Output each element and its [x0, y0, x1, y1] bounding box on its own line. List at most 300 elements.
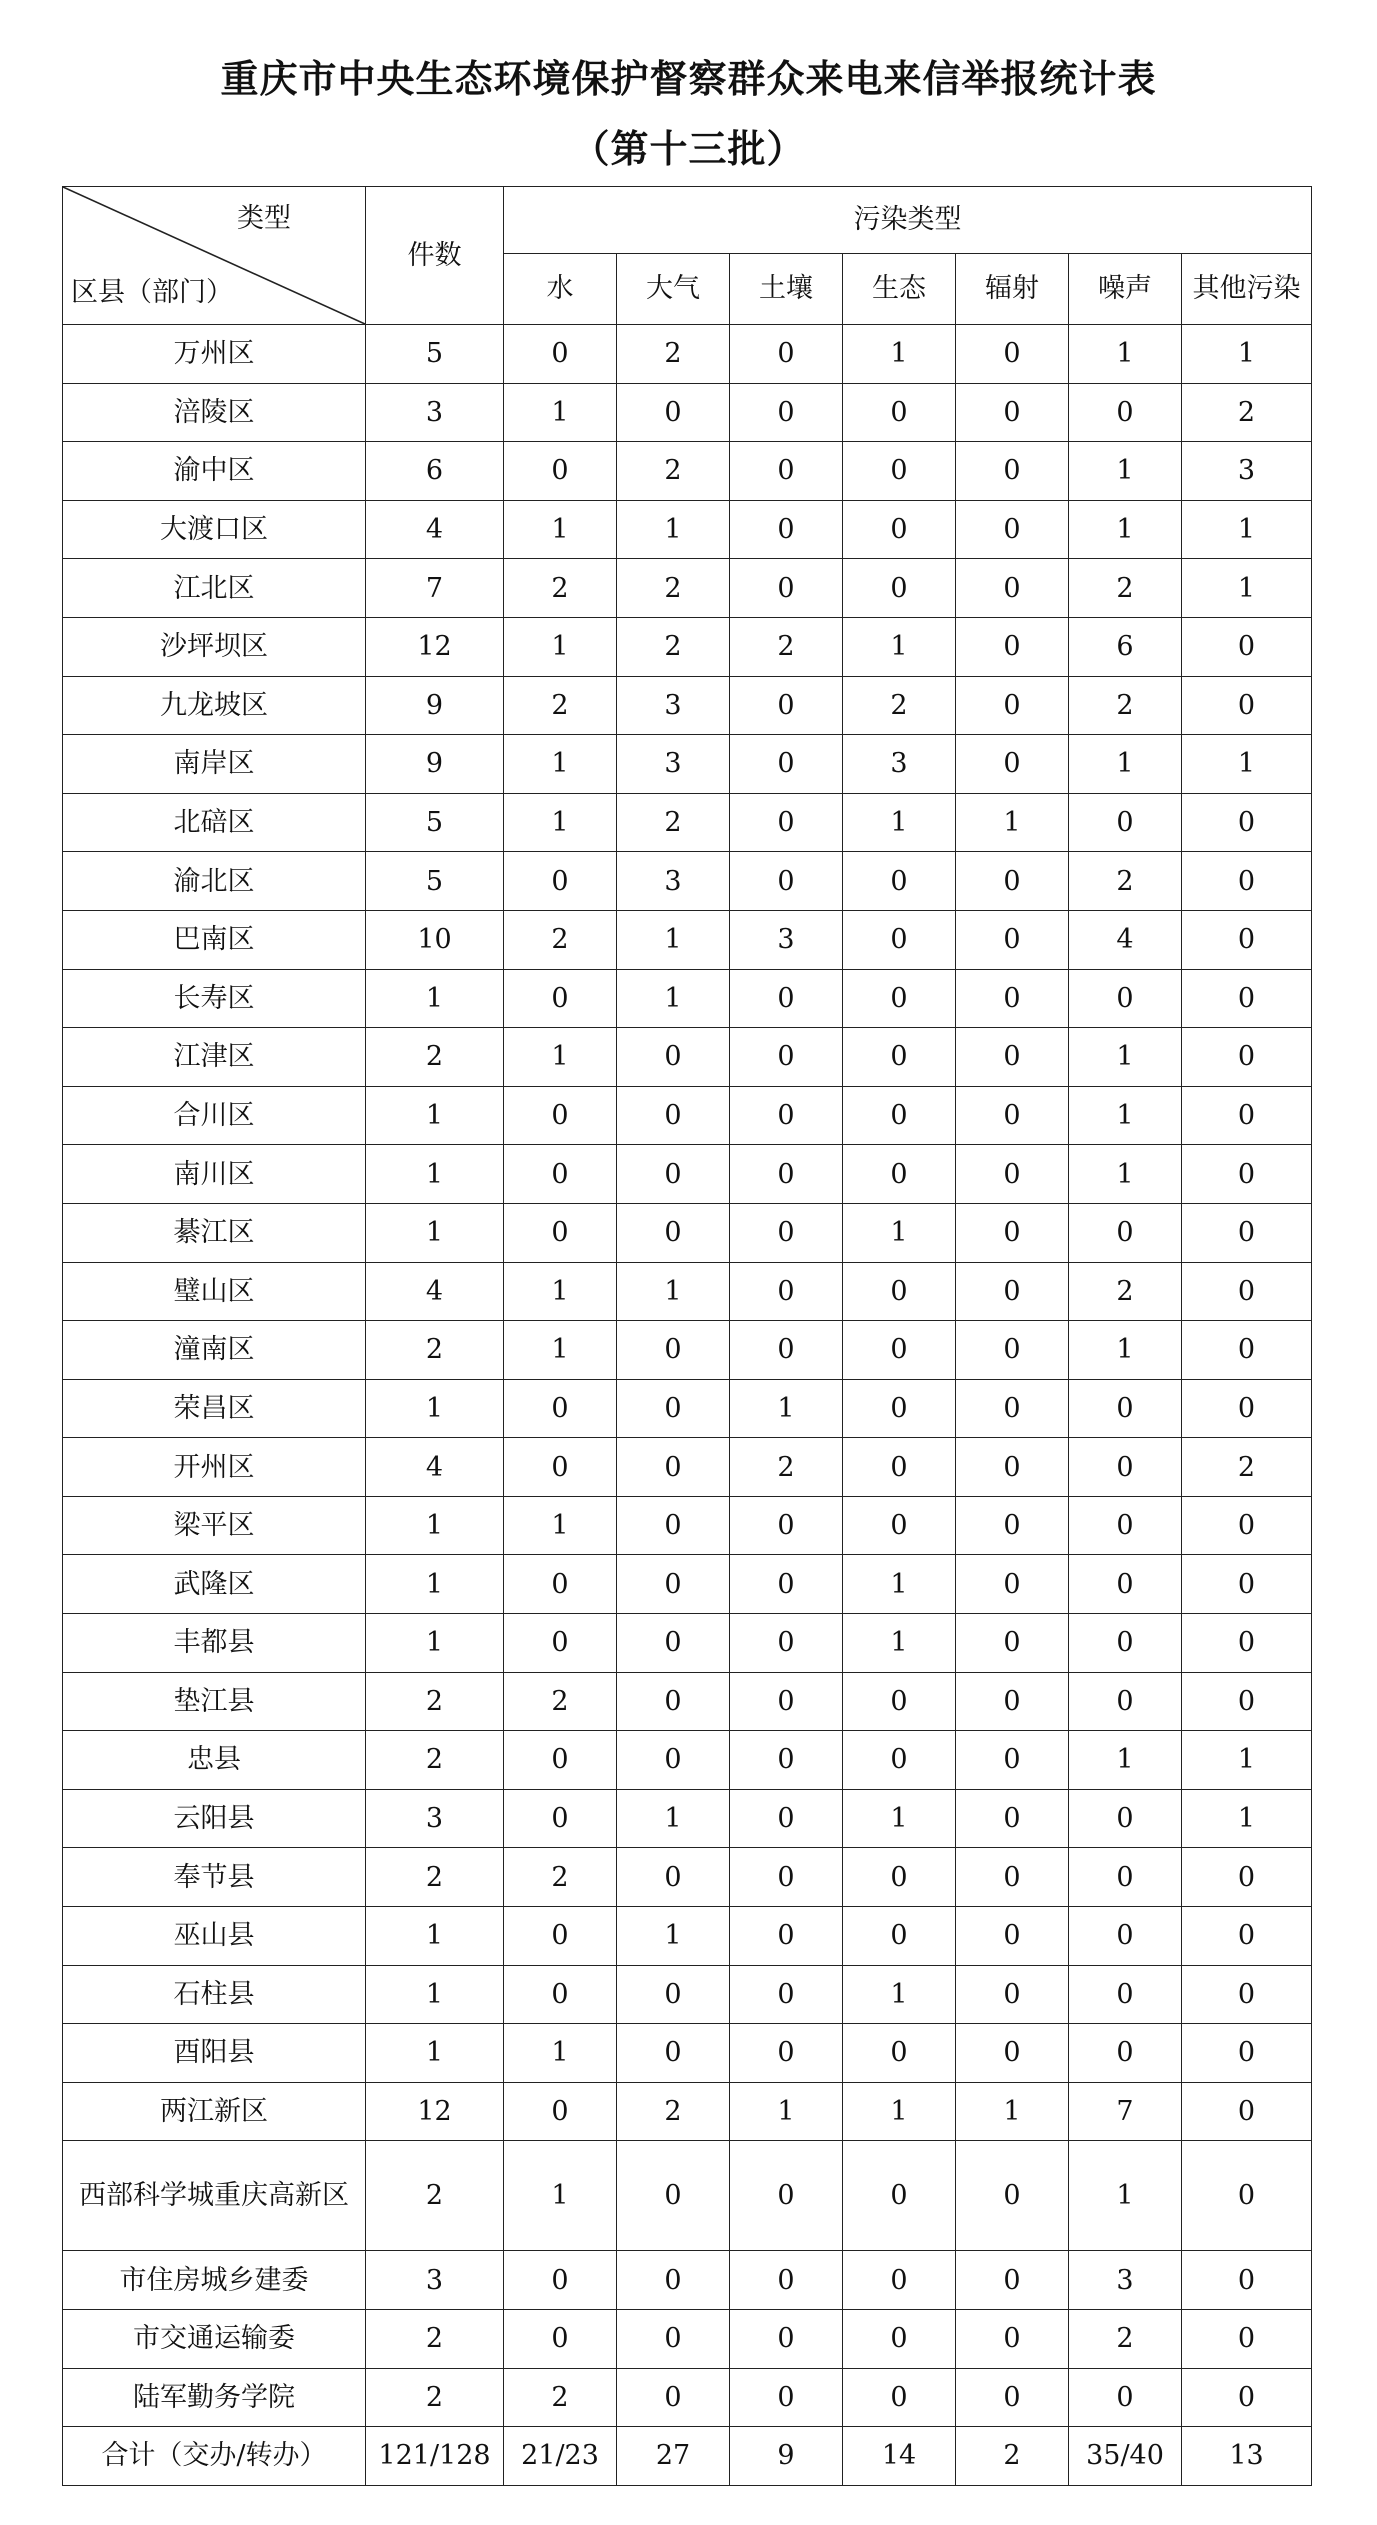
- pollution-count-cell: 0: [730, 1965, 843, 2024]
- pollution-count-cell: 0: [956, 1028, 1069, 1087]
- pollution-count-cell: 0: [730, 325, 843, 384]
- pollution-count-cell: 0: [1182, 852, 1312, 911]
- pollution-count-cell: 0: [956, 1731, 1069, 1790]
- pollution-count-cell: 0: [617, 1145, 730, 1204]
- case-count: 4: [366, 1262, 504, 1321]
- pollution-count-cell: 2: [1182, 383, 1312, 442]
- pollution-type-header: 污染类型: [504, 187, 1312, 254]
- case-count: 1: [366, 1555, 504, 1614]
- table-row: [63, 1145, 1312, 1204]
- district-name: 市交通运输委: [63, 2310, 366, 2369]
- district-name: 江北区: [63, 559, 366, 618]
- pollution-count-cell: 0: [1182, 969, 1312, 1028]
- case-count: 1: [366, 1496, 504, 1555]
- pollution-count-cell: 1: [504, 1496, 617, 1555]
- district-name: 璧山区: [63, 1262, 366, 1321]
- case-count: 1: [366, 1203, 504, 1262]
- pollution-count-cell: 0: [617, 2251, 730, 2310]
- pollution-count-cell: 1: [504, 793, 617, 852]
- table-row: [63, 1262, 1312, 1321]
- pollution-count-cell: 0: [1069, 1555, 1182, 1614]
- pollution-count-cell: 0: [1182, 1672, 1312, 1731]
- pollution-count-cell: 2: [617, 2082, 730, 2141]
- pollution-count-cell: 0: [1182, 1203, 1312, 1262]
- pollution-count-cell: 3: [730, 910, 843, 969]
- pollution-count-cell: 0: [730, 1321, 843, 1380]
- pollution-count-cell: 0: [843, 2141, 956, 2251]
- table-row: [63, 1321, 1312, 1380]
- pollution-count-cell: 0: [1182, 1965, 1312, 2024]
- pollution-count-cell: 13: [1182, 2427, 1312, 2486]
- pollution-count-cell: 1: [504, 1028, 617, 1087]
- pollution-count-cell: 0: [617, 1321, 730, 1380]
- district-name: 九龙坡区: [63, 676, 366, 735]
- pollution-count-cell: 0: [956, 1496, 1069, 1555]
- case-count: 1: [366, 1086, 504, 1145]
- pollution-count-cell: 0: [730, 500, 843, 559]
- pollution-column-header: 生态: [843, 254, 956, 325]
- pollution-count-cell: 0: [956, 2141, 1069, 2251]
- pollution-count-cell: 0: [843, 559, 956, 618]
- district-name: 万州区: [63, 325, 366, 384]
- pollution-count-cell: 0: [843, 2024, 956, 2083]
- table-row: [63, 2368, 1312, 2427]
- pollution-count-cell: 2: [1069, 559, 1182, 618]
- pollution-count-cell: 0: [730, 2368, 843, 2427]
- table-row: [63, 2251, 1312, 2310]
- pollution-count-cell: 0: [504, 1086, 617, 1145]
- pollution-count-cell: 1: [843, 325, 956, 384]
- district-name: 梁平区: [63, 1496, 366, 1555]
- pollution-count-cell: 1: [504, 500, 617, 559]
- table-row: [63, 617, 1312, 676]
- pollution-count-cell: 0: [1182, 1848, 1312, 1907]
- pollution-count-cell: 2: [504, 676, 617, 735]
- pollution-count-cell: 1: [1182, 500, 1312, 559]
- district-name: 荣昌区: [63, 1379, 366, 1438]
- district-name: 丰都县: [63, 1614, 366, 1673]
- pollution-column-header: 土壤: [730, 254, 843, 325]
- pollution-count-cell: 0: [843, 383, 956, 442]
- pollution-count-cell: 1: [504, 1321, 617, 1380]
- pollution-count-cell: 0: [730, 1731, 843, 1790]
- pollution-count-cell: 0: [617, 2024, 730, 2083]
- pollution-count-cell: 0: [956, 1965, 1069, 2024]
- pollution-count-cell: 0: [843, 1438, 956, 1497]
- pollution-count-cell: 1: [843, 1965, 956, 2024]
- pollution-count-cell: 0: [1069, 793, 1182, 852]
- district-name: 北碚区: [63, 793, 366, 852]
- pollution-count-cell: 0: [1182, 793, 1312, 852]
- case-count: 9: [366, 676, 504, 735]
- pollution-count-cell: 0: [956, 2310, 1069, 2369]
- case-count: 1: [366, 2024, 504, 2083]
- pollution-count-cell: 2: [617, 559, 730, 618]
- district-name: 大渡口区: [63, 500, 366, 559]
- pollution-count-cell: 0: [730, 1262, 843, 1321]
- pollution-count-cell: 0: [1182, 676, 1312, 735]
- pollution-count-cell: 1: [504, 735, 617, 794]
- pollution-count-cell: 0: [956, 2251, 1069, 2310]
- pollution-count-cell: 2: [1069, 1262, 1182, 1321]
- district-name: 渝北区: [63, 852, 366, 911]
- pollution-count-cell: 0: [956, 2368, 1069, 2427]
- count-header: 件数: [366, 187, 504, 325]
- pollution-count-cell: 0: [504, 969, 617, 1028]
- pollution-count-cell: 0: [730, 1672, 843, 1731]
- district-name: 西部科学城重庆高新区: [63, 2141, 366, 2251]
- pollution-count-cell: 0: [1182, 1614, 1312, 1673]
- district-name: 江津区: [63, 1028, 366, 1087]
- pollution-count-cell: 0: [843, 2251, 956, 2310]
- pollution-count-cell: 0: [617, 1203, 730, 1262]
- pollution-count-cell: 1: [504, 617, 617, 676]
- pollution-count-cell: 0: [956, 1555, 1069, 1614]
- pollution-count-cell: 0: [956, 2024, 1069, 2083]
- pollution-count-cell: 2: [617, 442, 730, 501]
- table-row: [63, 2024, 1312, 2083]
- pollution-count-cell: 0: [1182, 1262, 1312, 1321]
- case-count: 12: [366, 2082, 504, 2141]
- pollution-count-cell: 0: [504, 1731, 617, 1790]
- pollution-count-cell: 0: [730, 1789, 843, 1848]
- table-row: [63, 1438, 1312, 1497]
- pollution-count-cell: 1: [617, 1907, 730, 1966]
- table-row: [63, 676, 1312, 735]
- district-name: 潼南区: [63, 1321, 366, 1380]
- table-row: [63, 442, 1312, 501]
- district-name: 巴南区: [63, 910, 366, 969]
- case-count: 121/128: [366, 2427, 504, 2486]
- pollution-count-cell: 0: [1182, 2082, 1312, 2141]
- pollution-count-cell: 0: [843, 1848, 956, 1907]
- pollution-count-cell: 1: [1069, 1086, 1182, 1145]
- pollution-count-cell: 0: [843, 2310, 956, 2369]
- pollution-count-cell: 0: [730, 442, 843, 501]
- table-row: [63, 1848, 1312, 1907]
- pollution-count-cell: 0: [843, 1907, 956, 1966]
- table-row: [63, 1614, 1312, 1673]
- pollution-count-cell: 1: [956, 793, 1069, 852]
- case-count: 3: [366, 1789, 504, 1848]
- pollution-count-cell: 0: [956, 1086, 1069, 1145]
- pollution-count-cell: 0: [1182, 1379, 1312, 1438]
- pollution-count-cell: 0: [956, 442, 1069, 501]
- pollution-count-cell: 0: [956, 1614, 1069, 1673]
- pollution-count-cell: 1: [843, 1614, 956, 1673]
- document-subtitle: （第十三批）: [571, 127, 806, 171]
- table-body: [63, 325, 1312, 2486]
- pollution-count-cell: 0: [730, 1496, 843, 1555]
- pollution-count-cell: 0: [843, 1028, 956, 1087]
- pollution-count-cell: 0: [956, 1321, 1069, 1380]
- pollution-count-cell: 0: [504, 852, 617, 911]
- pollution-count-cell: 1: [956, 2082, 1069, 2141]
- pollution-count-cell: 1: [504, 383, 617, 442]
- table-row: [63, 500, 1312, 559]
- case-count: 1: [366, 1379, 504, 1438]
- pollution-count-cell: 0: [617, 2368, 730, 2427]
- pollution-count-cell: 0: [617, 1848, 730, 1907]
- pollution-count-cell: 0: [504, 1907, 617, 1966]
- pollution-count-cell: 2: [504, 559, 617, 618]
- pollution-count-cell: 0: [1182, 910, 1312, 969]
- district-name: 长寿区: [63, 969, 366, 1028]
- case-count: 2: [366, 1321, 504, 1380]
- pollution-count-cell: 0: [1182, 2141, 1312, 2251]
- pollution-count-cell: 0: [843, 910, 956, 969]
- pollution-count-cell: 0: [730, 2024, 843, 2083]
- pollution-count-cell: 0: [843, 2368, 956, 2427]
- pollution-count-cell: 0: [617, 1438, 730, 1497]
- pollution-count-cell: 0: [730, 2141, 843, 2251]
- pollution-count-cell: 1: [1182, 735, 1312, 794]
- pollution-count-cell: 1: [1069, 325, 1182, 384]
- table-row: [63, 383, 1312, 442]
- pollution-count-cell: 1: [617, 969, 730, 1028]
- pollution-count-cell: 0: [730, 1203, 843, 1262]
- pollution-count-cell: 0: [843, 442, 956, 501]
- diagonal-header-cell: [63, 187, 366, 325]
- document-title: 重庆市中央生态环境保护督察群众来电来信举报统计表: [220, 57, 1157, 101]
- pollution-count-cell: 0: [504, 1379, 617, 1438]
- district-name: 涪陵区: [63, 383, 366, 442]
- pollution-count-cell: 1: [1182, 1789, 1312, 1848]
- table-row: [63, 1496, 1312, 1555]
- table-row: [63, 1086, 1312, 1145]
- table-row: [63, 1203, 1312, 1262]
- pollution-count-cell: 0: [504, 1789, 617, 1848]
- pollution-count-cell: 3: [617, 735, 730, 794]
- case-count: 5: [366, 852, 504, 911]
- pollution-count-cell: 2: [1069, 2310, 1182, 2369]
- pollution-column-header: 水: [504, 254, 617, 325]
- case-count: 5: [366, 793, 504, 852]
- pollution-count-cell: 0: [956, 500, 1069, 559]
- pollution-count-cell: 0: [843, 500, 956, 559]
- pollution-count-cell: 0: [617, 1496, 730, 1555]
- pollution-count-cell: 0: [730, 1848, 843, 1907]
- pollution-count-cell: 1: [843, 2082, 956, 2141]
- case-count: 1: [366, 1145, 504, 1204]
- pollution-count-cell: 0: [617, 1672, 730, 1731]
- pollution-count-cell: 0: [1182, 1321, 1312, 1380]
- pollution-count-cell: 0: [1069, 969, 1182, 1028]
- pollution-count-cell: 0: [1069, 1614, 1182, 1673]
- table-header: [63, 187, 1312, 325]
- pollution-count-cell: 0: [504, 2082, 617, 2141]
- pollution-count-cell: 1: [1069, 2141, 1182, 2251]
- case-count: 5: [366, 325, 504, 384]
- district-name: 綦江区: [63, 1203, 366, 1262]
- pollution-column-header: 辐射: [956, 254, 1069, 325]
- table-row: [63, 325, 1312, 384]
- case-count: 10: [366, 910, 504, 969]
- pollution-count-cell: 27: [617, 2427, 730, 2486]
- pollution-count-cell: 0: [956, 910, 1069, 969]
- pollution-count-cell: 0: [730, 2310, 843, 2369]
- pollution-count-cell: 0: [956, 325, 1069, 384]
- case-count: 9: [366, 735, 504, 794]
- district-name: 垫江县: [63, 1672, 366, 1731]
- pollution-count-cell: 0: [504, 1965, 617, 2024]
- case-count: 3: [366, 383, 504, 442]
- district-name: 陆军勤务学院: [63, 2368, 366, 2427]
- type-label: 类型: [237, 203, 291, 234]
- pollution-count-cell: 1: [617, 1262, 730, 1321]
- pollution-count-cell: 0: [504, 1555, 617, 1614]
- pollution-count-cell: 2: [1182, 1438, 1312, 1497]
- pollution-count-cell: 0: [1182, 2251, 1312, 2310]
- pollution-count-cell: 1: [843, 617, 956, 676]
- pollution-column-header: 其他污染: [1182, 254, 1312, 325]
- district-label: 区县（部门）: [71, 276, 233, 308]
- pollution-count-cell: 21/23: [504, 2427, 617, 2486]
- pollution-count-cell: 0: [1182, 1145, 1312, 1204]
- pollution-count-cell: 0: [617, 383, 730, 442]
- district-name: 开州区: [63, 1438, 366, 1497]
- pollution-count-cell: 1: [504, 2024, 617, 2083]
- pollution-count-cell: 1: [1069, 1145, 1182, 1204]
- pollution-count-cell: 1: [843, 1203, 956, 1262]
- pollution-count-cell: 3: [843, 735, 956, 794]
- total-label: 合计（交办/转办）: [63, 2427, 366, 2486]
- pollution-count-cell: 3: [1069, 2251, 1182, 2310]
- pollution-column-header: 大气: [617, 254, 730, 325]
- pollution-count-cell: 0: [956, 1145, 1069, 1204]
- pollution-count-cell: 9: [730, 2427, 843, 2486]
- case-count: 4: [366, 500, 504, 559]
- pollution-count-cell: 1: [843, 1789, 956, 1848]
- table-row: [63, 2141, 1312, 2251]
- table-row: [63, 1379, 1312, 1438]
- pollution-count-cell: 1: [1069, 1731, 1182, 1790]
- table-row: [63, 1907, 1312, 1966]
- pollution-count-cell: 1: [1069, 1321, 1182, 1380]
- pollution-count-cell: 0: [730, 1145, 843, 1204]
- table-row: [63, 852, 1312, 911]
- pollution-count-cell: 0: [956, 676, 1069, 735]
- table-row: [63, 1731, 1312, 1790]
- table-row: [63, 735, 1312, 794]
- pollution-count-cell: 0: [1069, 1438, 1182, 1497]
- pollution-count-cell: 0: [1182, 617, 1312, 676]
- pollution-count-cell: 1: [730, 1379, 843, 1438]
- pollution-count-cell: 1: [843, 1555, 956, 1614]
- pollution-count-cell: 2: [617, 617, 730, 676]
- case-count: 2: [366, 1672, 504, 1731]
- pollution-count-cell: 1: [843, 793, 956, 852]
- pollution-count-cell: 0: [504, 325, 617, 384]
- table-row: [63, 1555, 1312, 1614]
- pollution-count-cell: 2: [504, 2368, 617, 2427]
- pollution-count-cell: 0: [1182, 1555, 1312, 1614]
- district-name: 两江新区: [63, 2082, 366, 2141]
- pollution-count-cell: 0: [956, 1848, 1069, 1907]
- district-name: 云阳县: [63, 1789, 366, 1848]
- pollution-count-cell: 0: [617, 1379, 730, 1438]
- district-name: 南川区: [63, 1145, 366, 1204]
- pollution-count-cell: 1: [1069, 442, 1182, 501]
- table-row: [63, 910, 1312, 969]
- pollution-count-cell: 0: [504, 2310, 617, 2369]
- pollution-count-cell: 0: [1069, 1379, 1182, 1438]
- table-row: [63, 1965, 1312, 2024]
- pollution-column-header: 噪声: [1069, 254, 1182, 325]
- case-count: 2: [366, 2368, 504, 2427]
- pollution-count-cell: 0: [730, 383, 843, 442]
- pollution-count-cell: 0: [843, 969, 956, 1028]
- pollution-count-cell: 0: [504, 2251, 617, 2310]
- table-row: [63, 1672, 1312, 1731]
- pollution-count-cell: 0: [730, 1028, 843, 1087]
- district-name: 南岸区: [63, 735, 366, 794]
- pollution-count-cell: 0: [504, 1145, 617, 1204]
- pollution-count-cell: 1: [730, 2082, 843, 2141]
- pollution-count-cell: 0: [1069, 1672, 1182, 1731]
- district-name: 奉节县: [63, 1848, 366, 1907]
- district-name: 巫山县: [63, 1907, 366, 1966]
- case-count: 2: [366, 2310, 504, 2369]
- pollution-count-cell: 0: [730, 735, 843, 794]
- pollution-count-cell: 2: [1069, 676, 1182, 735]
- pollution-count-cell: 7: [1069, 2082, 1182, 2141]
- pollution-count-cell: 0: [1069, 1965, 1182, 2024]
- pollution-count-cell: 0: [617, 1965, 730, 2024]
- case-count: 2: [366, 1848, 504, 1907]
- pollution-count-cell: 4: [1069, 910, 1182, 969]
- pollution-count-cell: 0: [956, 1203, 1069, 1262]
- case-count: 3: [366, 2251, 504, 2310]
- pollution-count-cell: 3: [617, 676, 730, 735]
- pollution-count-cell: 0: [730, 1614, 843, 1673]
- pollution-count-cell: 0: [730, 676, 843, 735]
- pollution-count-cell: 0: [956, 852, 1069, 911]
- pollution-count-cell: 0: [843, 1496, 956, 1555]
- statistics-table: [62, 186, 1312, 2486]
- pollution-count-cell: 0: [730, 2251, 843, 2310]
- pollution-count-cell: 0: [1182, 2310, 1312, 2369]
- pollution-count-cell: 0: [1182, 1907, 1312, 1966]
- district-name: 合川区: [63, 1086, 366, 1145]
- pollution-count-cell: 0: [843, 1145, 956, 1204]
- pollution-count-cell: 3: [617, 852, 730, 911]
- case-count: 12: [366, 617, 504, 676]
- pollution-count-cell: 0: [956, 1438, 1069, 1497]
- pollution-count-cell: 1: [1069, 500, 1182, 559]
- pollution-count-cell: 0: [730, 1086, 843, 1145]
- case-count: 1: [366, 1907, 504, 1966]
- district-name: 忠县: [63, 1731, 366, 1790]
- case-count: 4: [366, 1438, 504, 1497]
- pollution-count-cell: 0: [1182, 1086, 1312, 1145]
- pollution-count-cell: 0: [617, 1731, 730, 1790]
- pollution-count-cell: 2: [1069, 852, 1182, 911]
- pollution-count-cell: 0: [1069, 1496, 1182, 1555]
- case-count: 2: [366, 1731, 504, 1790]
- pollution-count-cell: 0: [1182, 2368, 1312, 2427]
- pollution-count-cell: 2: [504, 1848, 617, 1907]
- pollution-count-cell: 0: [730, 793, 843, 852]
- pollution-count-cell: 0: [843, 1672, 956, 1731]
- district-name: 酉阳县: [63, 2024, 366, 2083]
- pollution-count-cell: 0: [956, 617, 1069, 676]
- pollution-count-cell: 1: [1069, 1028, 1182, 1087]
- pollution-count-cell: 0: [730, 1555, 843, 1614]
- pollution-count-cell: 0: [617, 1028, 730, 1087]
- pollution-count-cell: 0: [956, 1907, 1069, 1966]
- table-row: [63, 969, 1312, 1028]
